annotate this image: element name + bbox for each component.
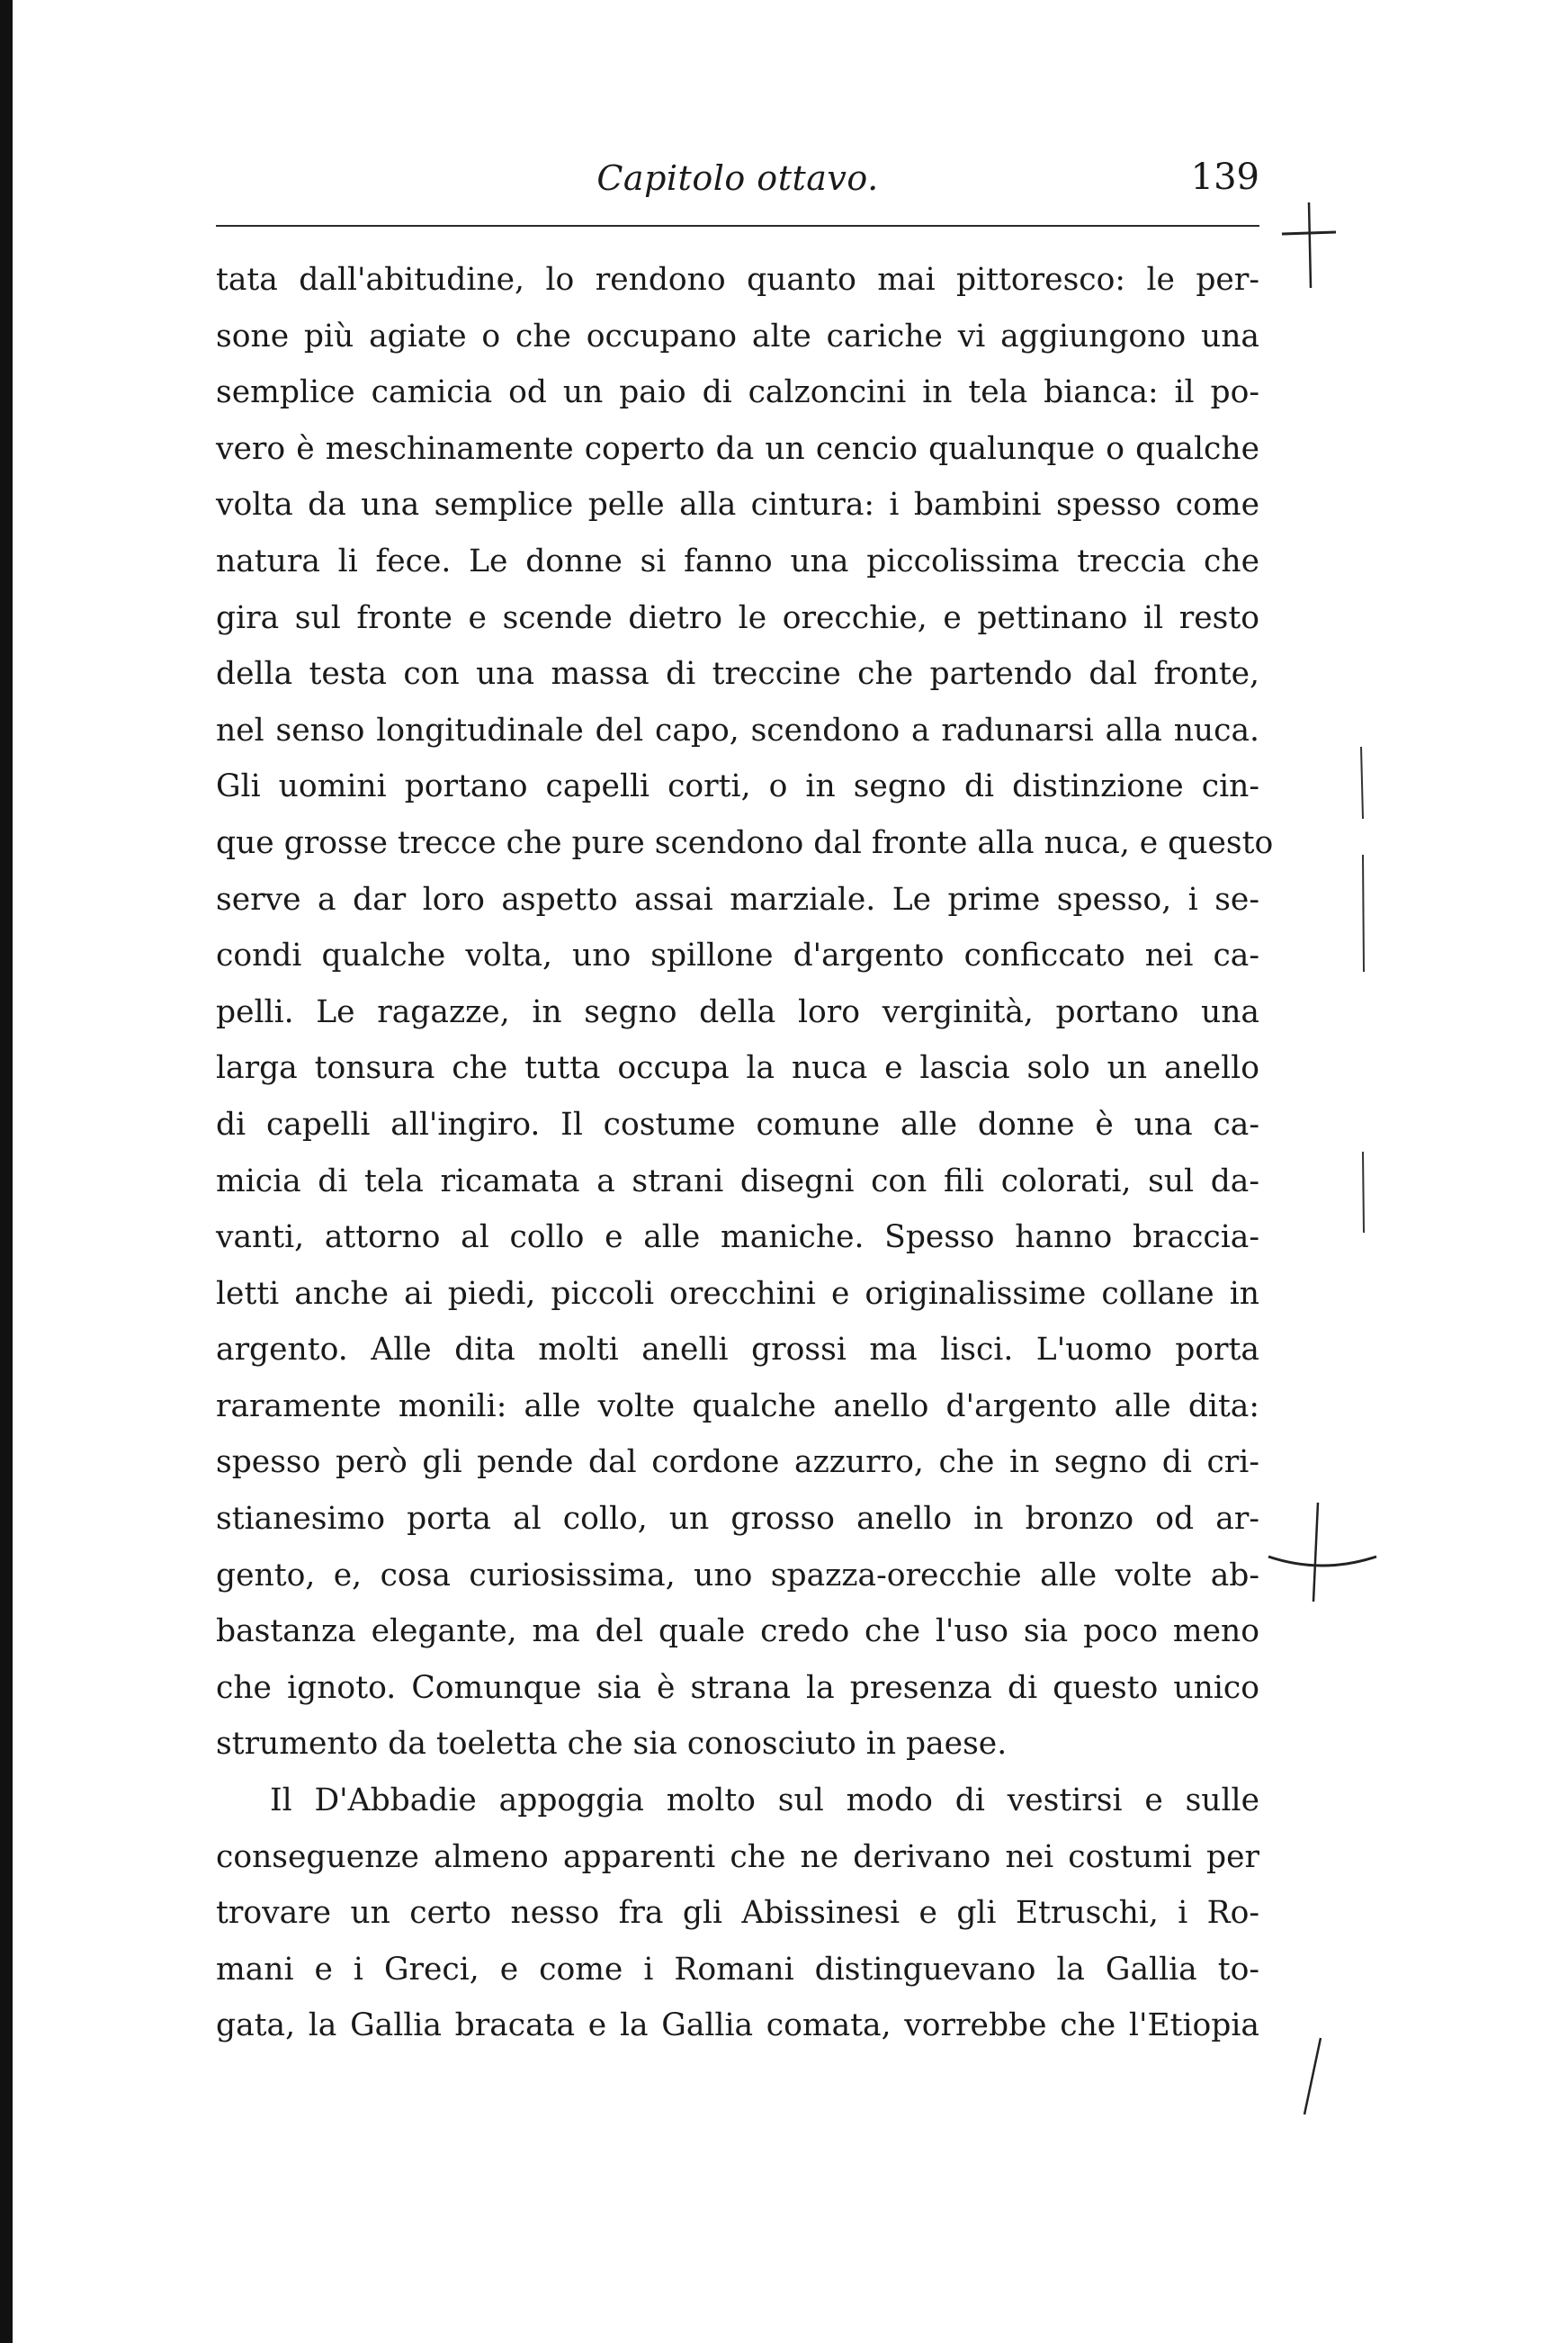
text-line: micia di tela ricamata a strani disegni con fili colorati, sul da- — [216, 1163, 1259, 1199]
text-line: vanti, attorno al collo e alle maniche. Spesso hanno braccia- — [216, 1219, 1259, 1256]
text-line: argento. Alle dita molti anelli grossi ma lisci. L'uomo porta — [216, 1332, 1259, 1369]
paragraph-1 — [216, 252, 1274, 1773]
text-line: tata dall'abitudine, lo rendono quanto mai pittoresco: le per- — [216, 262, 1259, 298]
margin-cross-mark — [1273, 198, 1345, 297]
text-line: conseguenze almeno apparenti che ne derivano nei costumi per — [216, 1838, 1259, 1875]
body-text — [216, 252, 1274, 2054]
text-line: trovare un certo nesso fra gli Abissinesi e gli Etruschi, i Ro- — [216, 1895, 1259, 1932]
text-line: mani e i Greci, e come i Romani distinguevano la Gallia to- — [216, 1951, 1259, 1988]
text-line: raramente monili: alle volte qualche anello d'argento alle dita: — [216, 1387, 1259, 1424]
header-rule — [216, 225, 1259, 227]
running-title: Capitolo ottavo. — [596, 158, 879, 198]
text-line: nel senso longitudinale del capo, scendono a radunarsi alla nuca. — [216, 712, 1259, 749]
text-line: Gli uomini portano capelli corti, o in segno di distinzione cin- — [216, 768, 1259, 805]
text-line: sone più agiate o che occupano alte cariche vi aggiungono una — [216, 318, 1259, 355]
margin-slash-mark — [1295, 2033, 1331, 2123]
margin-cross-mark — [1259, 1494, 1385, 1611]
running-head — [216, 151, 1259, 205]
text-line: serve a dar loro aspetto assai marziale. Le prime spesso, i se- — [216, 881, 1259, 918]
paragraph-2 — [216, 1773, 1259, 2054]
text-line: spesso però gli pende dal cordone azzurro, che in segno di cri- — [216, 1444, 1259, 1481]
text-line: strumento da toeletta che sia conosciuto in paese. — [216, 1726, 1008, 1763]
text-line: stianesimo porta al collo, un grosso anello in bronzo od ar- — [216, 1501, 1259, 1538]
text-line: di capelli all'ingiro. Il costume comune alle donne è una ca- — [216, 1106, 1259, 1143]
text-line: semplice camicia od un paio di calzoncini in tela bianca: il po- — [216, 374, 1259, 411]
text-line: Il D'Abbadie appoggia molto sul modo di vestirsi e sulle — [270, 1782, 1259, 1819]
margin-vertical-line — [1354, 747, 1372, 1251]
text-line: volta da una semplice pelle alla cintura: i bambini spesso come — [216, 487, 1259, 524]
text-line: che ignoto. Comunque sia è strana la presenza di questo unico — [216, 1669, 1259, 1706]
text-line: gento, e, cosa curiosissima, uno spazza-orecchie alle volte ab- — [216, 1557, 1259, 1593]
scan-edge — [0, 0, 13, 2343]
text-line: della testa con una massa di treccine che partendo dal fronte, — [216, 656, 1259, 693]
text-line: condi qualche volta, uno spillone d'argento conficcato nei ca- — [216, 938, 1259, 974]
text-line: gata, la Gallia bracata e la Gallia comata, vorrebbe che l'Etiopia — [216, 2007, 1259, 2044]
text-line: letti anche ai piedi, piccoli orecchini e originalissime collane in — [216, 1275, 1259, 1312]
text-line: natura li fece. Le donne si fanno una piccolissima treccia che — [216, 543, 1259, 579]
text-line: que grosse trecce che pure scendono dal fronte alla nuca, e questo — [216, 824, 1274, 861]
text-line: gira sul fronte e scende dietro le orecchie, e pettinano il resto — [216, 599, 1259, 636]
page-number: 139 — [1190, 157, 1259, 198]
text-line: vero è meschinamente coperto da un cencio qualunque o qualche — [216, 430, 1259, 467]
text-line: pelli. Le ragazze, in segno della loro verginità, portano una — [216, 993, 1259, 1030]
text-line: bastanza elegante, ma del quale credo che l'uso sia poco meno — [216, 1613, 1259, 1650]
text-line: larga tonsura che tutta occupa la nuca e lascia solo un anello — [216, 1050, 1259, 1087]
